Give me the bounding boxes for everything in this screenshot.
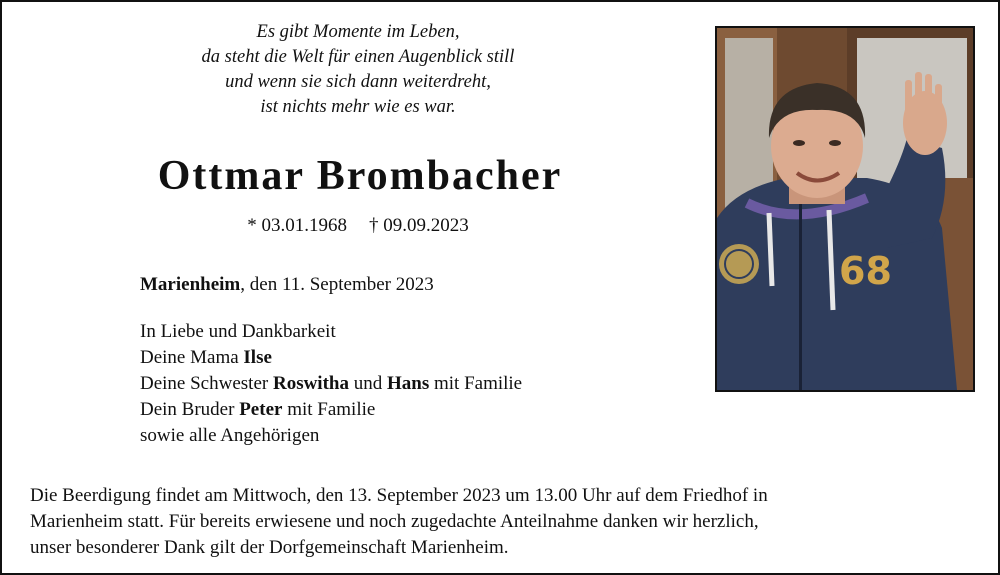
funeral-notice <box>30 483 930 561</box>
notice-line: Marienheim statt. Für bereits erwiesene und noch zugedachte Anteilnahme danken wir herzlich, <box>30 511 759 532</box>
mourner-text: mit Familie <box>429 373 523 394</box>
mourner-name: Hans <box>386 373 430 394</box>
mourner-name: Roswitha <box>272 373 349 394</box>
life-dates <box>140 215 576 237</box>
mourner-line: sowie alle Angehörigen <box>140 425 320 446</box>
portrait-illustration <box>717 28 973 390</box>
portrait-photo <box>715 26 975 392</box>
mourner-text: und <box>348 373 387 394</box>
notice-line: unser besonderer Dank gilt der Dorfgemeinschaft Marienheim. <box>30 537 509 558</box>
poem-line: und wenn sie sich dann weiterdreht, <box>225 72 491 92</box>
poem-line: da steht die Welt für einen Augenblick still <box>201 47 515 67</box>
mourners-list <box>140 319 522 449</box>
poem-line: Es gibt Momente im Leben, <box>256 22 460 42</box>
mourner-text: Deine Schwester <box>140 373 273 394</box>
birth-date: * 03.01.1968 <box>247 215 347 236</box>
place-date <box>140 274 434 296</box>
mourner-name: Peter <box>239 399 283 420</box>
mourner-text: Dein Bruder <box>140 399 240 420</box>
death-date: † 09.09.2023 <box>369 215 469 236</box>
notice-line: Die Beerdigung findet am Mittwoch, den 13. September 2023 um 13.00 Uhr auf dem Friedhof in <box>30 485 768 506</box>
place-name: Marienheim <box>140 274 241 295</box>
poem <box>140 20 576 120</box>
jacket-print: 68 <box>839 249 892 293</box>
mourner-text: Deine Mama <box>140 347 244 368</box>
mourner-text: mit Familie <box>282 399 376 420</box>
date-text: , den 11. September 2023 <box>240 274 434 295</box>
mourner-line <box>140 397 522 423</box>
mourner-line: In Liebe und Dankbarkeit <box>140 321 336 342</box>
poem-line: ist nichts mehr wie es war. <box>260 97 456 117</box>
deceased-name: Ottmar Brombacher <box>157 153 563 199</box>
mourner-line <box>140 345 522 371</box>
mourner-name: Ilse <box>243 347 272 368</box>
mourner-line <box>140 371 522 397</box>
